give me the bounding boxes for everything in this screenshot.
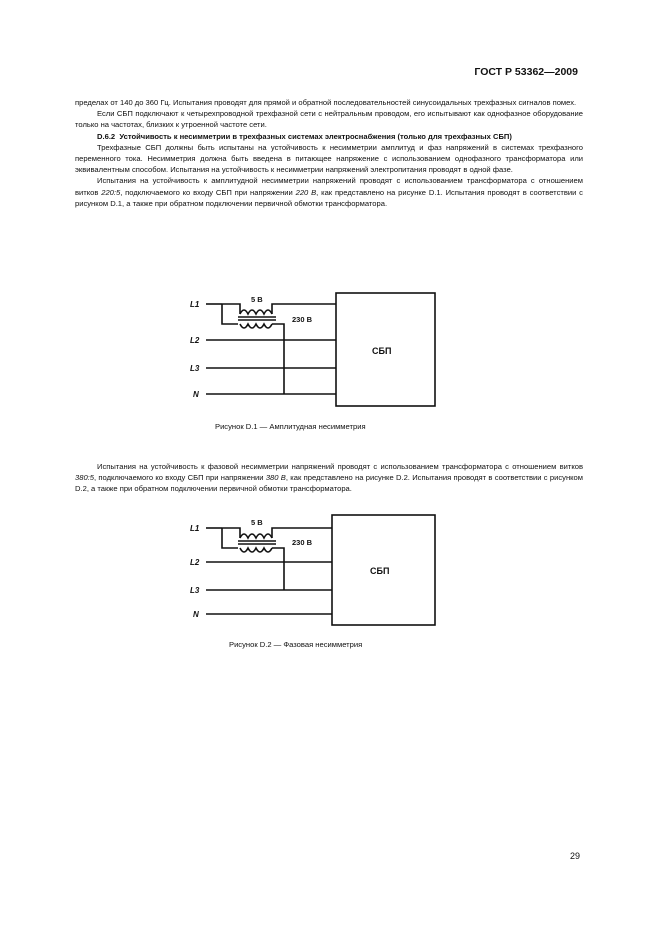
figure-d1-diagram: [188, 290, 440, 410]
figure-d1-caption: Рисунок D.1 — Амплитудная несимметрия: [215, 422, 366, 431]
label-230v: 230 В: [292, 538, 313, 547]
page-number: 29: [569, 851, 580, 861]
wire-l1-secondary: [222, 528, 238, 548]
turns-ratio: 220:5: [101, 187, 121, 197]
figure-d2-caption: Рисунок D.2 — Фазовая несимметрия: [229, 640, 363, 649]
label-ups: СБП: [370, 566, 390, 576]
paragraph-phase-test: [75, 461, 583, 495]
transformer-secondary-coil: [240, 324, 272, 328]
text-span: , подключаемого ко входу СБП при напряжении: [120, 187, 296, 197]
label-230v: 230 В: [292, 315, 313, 324]
label-l2: L2: [190, 336, 200, 345]
text-span: , подключаемого ко входу СБП при напряжении: [94, 473, 266, 483]
transformer-primary-coil: [240, 310, 272, 314]
label-l1: L1: [190, 524, 200, 533]
text-span: , как представлено на рисунке D.1. Испытания проводят в соответствии с рисунком D.1, а также при обратном подключении первичной обмотки трансформатора.: [75, 187, 583, 208]
label-l1: L1: [190, 300, 200, 309]
text-block-1: [75, 97, 583, 209]
wire-transformer-out: [272, 528, 332, 538]
label-l3: L3: [190, 364, 200, 373]
section-number: D.6.2: [97, 131, 116, 141]
test-voltage: 220 В: [295, 187, 317, 197]
label-5v: 5 В: [251, 518, 263, 527]
text-span: Испытания на устойчивость к фазовой несимметрии напряжений проводят с использованием трансформатора с отношением витков: [97, 462, 583, 471]
text-span: , как представлено на рисунке D.2. Испытания проводят в соответствии с рисунком D.2, а также при обратном подключении первичной обмотки трансформатора.: [75, 473, 583, 494]
text-span: Испытания на устойчивость к амплитудной несимметрии напряжений проводят с использованием трансформатора с отношением витков: [75, 176, 583, 197]
label-ups: СБП: [372, 346, 392, 356]
label-n: N: [193, 390, 199, 399]
paragraph-amplitude-test: [75, 175, 583, 209]
wire-secondary-to-l3: [272, 548, 284, 590]
label-l3: L3: [190, 586, 200, 595]
wire-transformer-primary: [222, 304, 240, 314]
transformer-secondary-coil: [240, 548, 272, 552]
label-5v: 5 В: [251, 295, 263, 304]
turns-ratio: 380:5: [75, 473, 95, 483]
document-header: ГОСТ Р 53362—2009: [474, 66, 578, 78]
test-voltage: 380 В: [265, 473, 286, 483]
paragraph-three-phase: Трехфазные СБП должны быть испытаны на устойчивость к несимметрии амплитуд и фаз напряжений в системах трехфазного переменного тока. Несимметрия должна быть введена в питающее напряжение с использованием однофазного трансформатора или эквивалентным способом. Испытания на устойчивость к несимметрии напряжений электропитания проводят в одной фазе.: [75, 142, 583, 175]
wire-transformer-out: [272, 304, 336, 314]
label-l2: L2: [190, 558, 200, 567]
text-block-2: [75, 461, 583, 495]
wire-l1-secondary: [222, 304, 238, 324]
wire-secondary-return: [272, 324, 284, 394]
paragraph-frequency-range: пределах от 140 до 360 Гц. Испытания проводят для прямой и обратной последовательностей синусоидальных трехфазных сигналов помех.: [75, 98, 577, 107]
figure-d2-diagram: [188, 512, 440, 628]
transformer-primary-coil: [240, 534, 272, 538]
section-heading: [75, 131, 583, 142]
section-title: Устойчивость к несимметрии в трехфазных системах электроснабжения (только для трехфазных СБП): [119, 131, 512, 141]
paragraph-four-wire: Если СБП подключают к четырехпроводной трехфазной сети с нейтральным проводом, его испытывают как однофазное оборудование только на частотах, близких к утроенной частоте сети.: [75, 109, 583, 130]
wire-transformer-primary: [222, 528, 240, 538]
label-n: N: [193, 610, 199, 619]
